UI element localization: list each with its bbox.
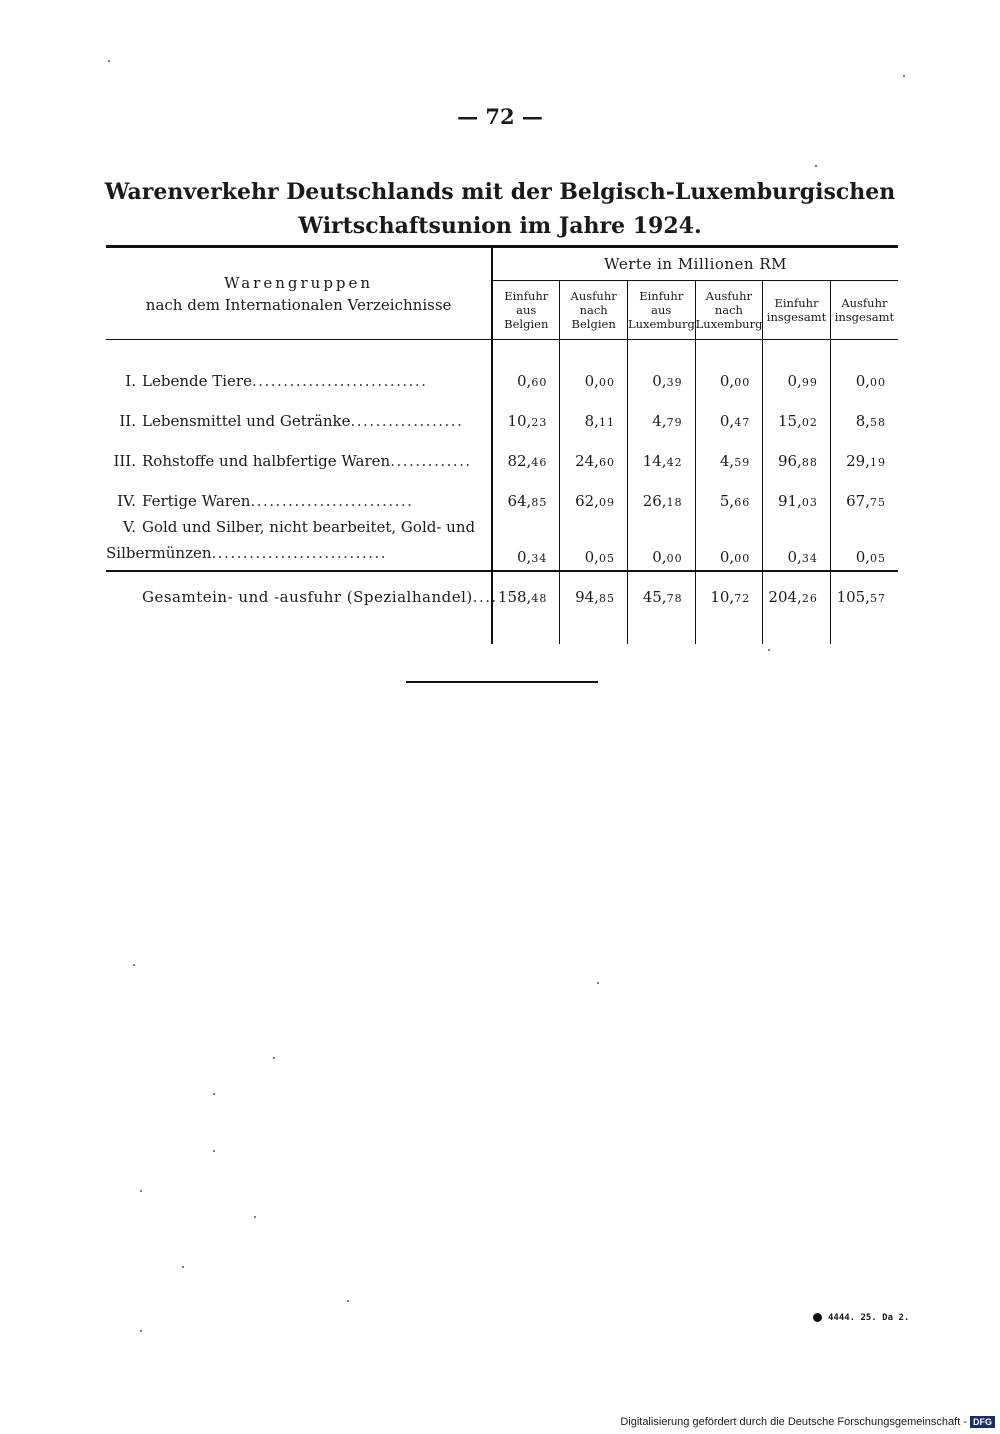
total-cell: 10,72: [695, 571, 763, 610]
table-cell: 26,18: [627, 474, 695, 514]
table-cell: 0,34: [763, 514, 831, 571]
table-cell: 8,11: [560, 394, 628, 434]
total-cell: 204,26: [763, 571, 831, 610]
scan-speck: [273, 1057, 275, 1059]
table-cell: 82,46: [492, 434, 560, 474]
total-cell: 94,85: [560, 571, 628, 610]
scan-speck: [182, 1266, 184, 1268]
table-cell: 0,00: [627, 514, 695, 571]
column-header: Einfuhr insgesamt: [763, 281, 831, 340]
section-divider: [406, 681, 598, 683]
table-cell: 0,34: [492, 514, 560, 571]
print-signature: 4444. 25. Da 2.: [813, 1313, 909, 1323]
scan-speck: [347, 1300, 349, 1302]
total-cell: 105,57: [830, 571, 898, 610]
title-line-1: Warenverkehr Deutschlands mit der Belgisch-Luxemburgischen: [104, 179, 896, 205]
column-header: Ausfuhr nach Belgien: [560, 281, 628, 340]
table-cell: 5,66: [695, 474, 763, 514]
table-cell: 0,00: [560, 354, 628, 394]
table-cell: 0,47: [695, 394, 763, 434]
scan-speck: [815, 165, 817, 167]
table-cell: 0,99: [763, 354, 831, 394]
scan-speck: [597, 982, 599, 984]
page-number: — 72 —: [457, 104, 543, 129]
scan-speck: [903, 75, 905, 77]
column-group-header: Werte in Millionen RM: [492, 247, 898, 281]
table-row: [106, 514, 898, 571]
row-label: IV. Fertige Waren..........................: [117, 492, 414, 510]
bullet-icon: [813, 1313, 822, 1322]
column-header: Einfuhr aus Belgien: [492, 281, 560, 340]
dfg-logo-icon: DFG: [970, 1416, 995, 1428]
total-cell: 158,48: [492, 571, 560, 610]
scan-speck: [108, 60, 110, 62]
table-row: [106, 434, 898, 474]
row-label: III. Rohstoffe und halbfertige Waren.............: [113, 452, 472, 470]
total-cell: 45,78: [627, 571, 695, 610]
table-cell: 4,79: [627, 394, 695, 434]
table-cell: 29,19: [830, 434, 898, 474]
table-cell: 10,23: [492, 394, 560, 434]
footer-text: Digitalisierung gefördert durch die Deutsche Forschungsgemeinschaft -: [620, 1416, 967, 1428]
table-cell: 4,59: [695, 434, 763, 474]
total-row: [106, 571, 898, 610]
row-label: II. Lebensmittel und Getränke..................: [119, 412, 464, 430]
table-cell: 0,00: [695, 514, 763, 571]
column-header-warengruppen: [106, 247, 492, 340]
header-label-line-2: nach dem Internationalen Verzeichnisse: [145, 295, 452, 314]
table-row: [106, 394, 898, 434]
total-label: Gesamtein- und -ausfuhr (Spezialhandel)....: [106, 571, 492, 610]
trade-table: [106, 245, 898, 644]
table-cell: 62,09: [560, 474, 628, 514]
table-cell: 0,00: [695, 354, 763, 394]
table-cell: 67,75: [830, 474, 898, 514]
table-cell: 91,03: [763, 474, 831, 514]
table-cell: 15,02: [763, 394, 831, 434]
table-cell: 0,05: [830, 514, 898, 571]
table-cell: 96,88: [763, 434, 831, 474]
scan-speck: [254, 1216, 256, 1218]
table-cell: 8,58: [830, 394, 898, 434]
scan-speck: [213, 1093, 215, 1095]
trade-table-container: [106, 245, 898, 644]
table-row: [106, 354, 898, 394]
table-cell: 14,42: [627, 434, 695, 474]
table-cell: 0,39: [627, 354, 695, 394]
scan-speck: [768, 649, 770, 651]
title-line-2: Wirtschaftsunion im Jahre 1924.: [298, 213, 702, 239]
table-cell: 0,05: [560, 514, 628, 571]
header-label-line-1: Warengruppen: [224, 273, 374, 292]
document-title: [0, 175, 1000, 243]
scan-speck: [213, 1150, 215, 1152]
table-cell: 24,60: [560, 434, 628, 474]
scan-speck: [133, 964, 135, 966]
column-header: Ausfuhr nach Luxemburg: [695, 281, 763, 340]
digitization-footer: [620, 1416, 995, 1428]
row-label: V. Gold und Silber, nicht bearbeitet, Gold- und Silbermünzen............................: [106, 518, 476, 562]
column-header: Ausfuhr insgesamt: [830, 281, 898, 340]
table-cell: 0,60: [492, 354, 560, 394]
table-cell: 64,85: [492, 474, 560, 514]
table-cell: 0,00: [830, 354, 898, 394]
table-row: [106, 474, 898, 514]
scan-speck: [140, 1330, 142, 1332]
scan-speck: [140, 1190, 142, 1192]
column-header: Einfuhr aus Luxemburg: [627, 281, 695, 340]
row-label: I. Lebende Tiere............................: [125, 372, 428, 390]
